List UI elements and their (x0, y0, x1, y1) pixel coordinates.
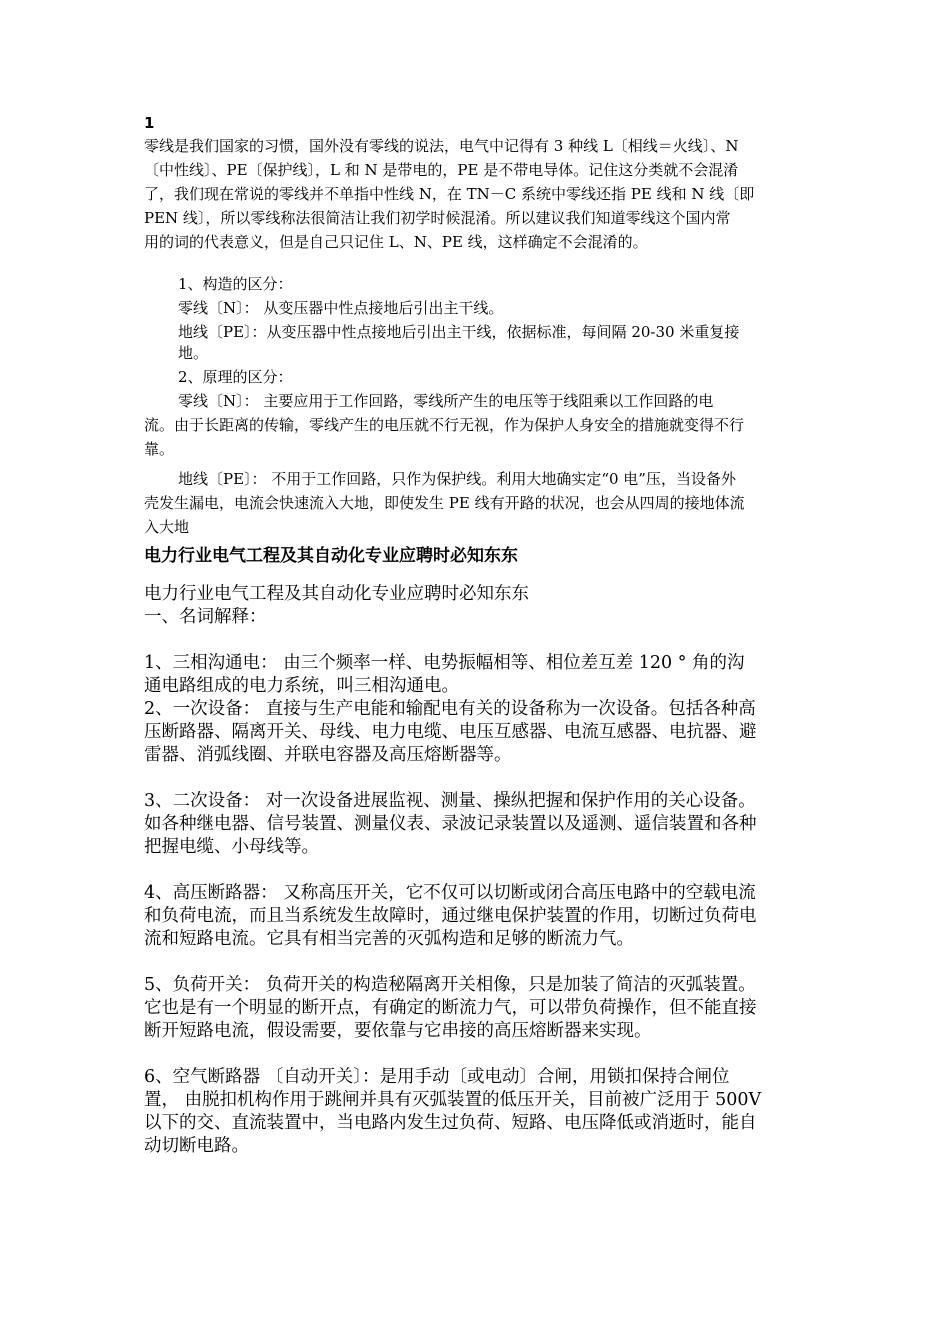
glossary-line: 流和短路电流。它具有相当完善的灭弧构造和足够的断流力气。 (144, 929, 634, 949)
zero-principle-text: 流。由于长距离的传输，零线产生的电压就不行无视，作为保护人身安全的措施就变得不行 (144, 416, 745, 434)
glossary-subtitle: 一、名词解释： (144, 607, 267, 627)
zero-construct-text: 零线〔N〕： 从变压器中性点接地后引出主干线。 (178, 299, 504, 317)
glossary-line: 把握电缆、小母线等。 (144, 837, 319, 857)
glossary-line: 通电路组成的电力系统，叫三相沟通电。 (144, 676, 459, 696)
section-heading: 电力行业电气工程及其自动化专业应聘时必知东东 (144, 546, 518, 566)
glossary-item (144, 790, 816, 859)
glossary-line: 6、空气断路器 〔自动开关〕：是用手动〔或电动〕合闸，用锁扣保持合闸位 (144, 1067, 730, 1087)
construct-title: 1、构造的区分： (178, 275, 293, 293)
glossary-line: 雷器、消弧线圈、并联电容器及高压熔断器等。 (144, 745, 512, 765)
zero-principle-text: 零线〔N〕： 主要应用于工作回路，零线所产生的电压等于线阻乘以工作回路的电 (178, 392, 714, 410)
glossary-line: 它也是有一个明显的断开点，有确定的断流力气，可以带负荷操作，但不能直接 (144, 998, 757, 1018)
glossary-title: 电力行业电气工程及其自动化专业应聘时必知东东 (144, 584, 529, 604)
ground-construct-text: 地线〔PE〕：从变压器中性点接地后引出主干线，依据标准，每间隔 20-30 米重复接 (178, 323, 740, 341)
difference-section (144, 272, 816, 539)
principle-title: 2、原理的区分： (178, 368, 293, 386)
glossary-line: 动切断电路。 (144, 1136, 249, 1156)
glossary-line: 断开短路电流，假设需要，要依靠与它串接的高压熔断器来实现。 (144, 1021, 652, 1041)
zero-principle-text: 靠。 (144, 440, 175, 458)
glossary-item (144, 1066, 816, 1158)
ground-principle-text: 入大地 (144, 518, 190, 536)
intro-line: 了，我们现在常说的零线并不单指中性线 N，在 TN－C 系统中零线还指 PE 线和 N 线〔即 (144, 185, 755, 203)
intro-line: 〔中性线〕、PE〔保护线〕，L 和 N 是带电的，PE 是不带电导体。记住这分类就不会混淆 (144, 161, 739, 179)
glossary-line: 和负荷电流，而且当系统发生故障时，通过继电保护装置的作用，切断过负荷电 (144, 906, 757, 926)
ground-principle-text: 地线〔PE〕： 不用于工作回路，只作为保护线。利用大地确实定“0 电”压，当设备外 (178, 470, 736, 488)
glossary-line: 置， 由脱扣机构作用于跳闸并具有灭弧装置的低压开关，目前被广泛用于 500V (144, 1090, 762, 1110)
glossary-line: 3、二次设备： 对一次设备进展监视、测量、操纵把握和保护作用的关心设备。 (144, 791, 756, 811)
section-number: 1 (144, 114, 155, 132)
glossary-item (144, 698, 816, 767)
intro-line: 用的词的代表意义，但是自己只记住 L、N、PE 线，这样确定不会混淆的。 (144, 233, 648, 251)
glossary-line: 4、高压断路器： 又称高压开关，它不仅可以切断或闭合高压电路中的空载电流 (144, 883, 756, 903)
glossary-line: 5、负荷开关： 负荷开关的构造秘隔离开关相像，只是加装了简洁的灭弧装置。 (144, 975, 756, 995)
glossary-section (144, 583, 816, 1158)
intro-line: PEN 线〕，所以零线称法很简洁让我们初学时候混淆。所以建议我们知道零线这个国内常 (144, 209, 731, 227)
glossary-item (144, 974, 816, 1043)
intro-paragraph (144, 134, 816, 254)
glossary-line: 如各种继电器、信号装置、测量仪表、录波记录装置以及遥测、遥信装置和各种 (144, 814, 757, 834)
intro-line: 零线是我们国家的习惯，国外没有零线的说法，电气中记得有 3 种线 L〔相线＝火线〕、N (144, 137, 739, 155)
glossary-item (144, 882, 816, 951)
ground-principle-text: 壳发生漏电，电流会快速流入大地，即使发生 PE 线有开路的状况，也会从四周的接地体流 (144, 494, 745, 512)
glossary-line: 2、一次设备： 直接与生产电能和输配电有关的设备称为一次设备。包括各种高 (144, 699, 756, 719)
glossary-line: 以下的交、直流装置中，当电路内发生过负荷、短路、电压降低或消逝时，能自 (144, 1113, 757, 1133)
ground-construct-text-cont: 地。 (178, 344, 209, 362)
glossary-line: 1、三相沟通电： 由三个频率一样、电势振幅相等、相位差互差 120 ° 角的沟 (144, 653, 745, 673)
glossary-item (144, 652, 816, 698)
glossary-line: 压断路器、隔离开关、母线、电力电缆、电压互感器、电流互感器、电抗器、避 (144, 722, 757, 742)
